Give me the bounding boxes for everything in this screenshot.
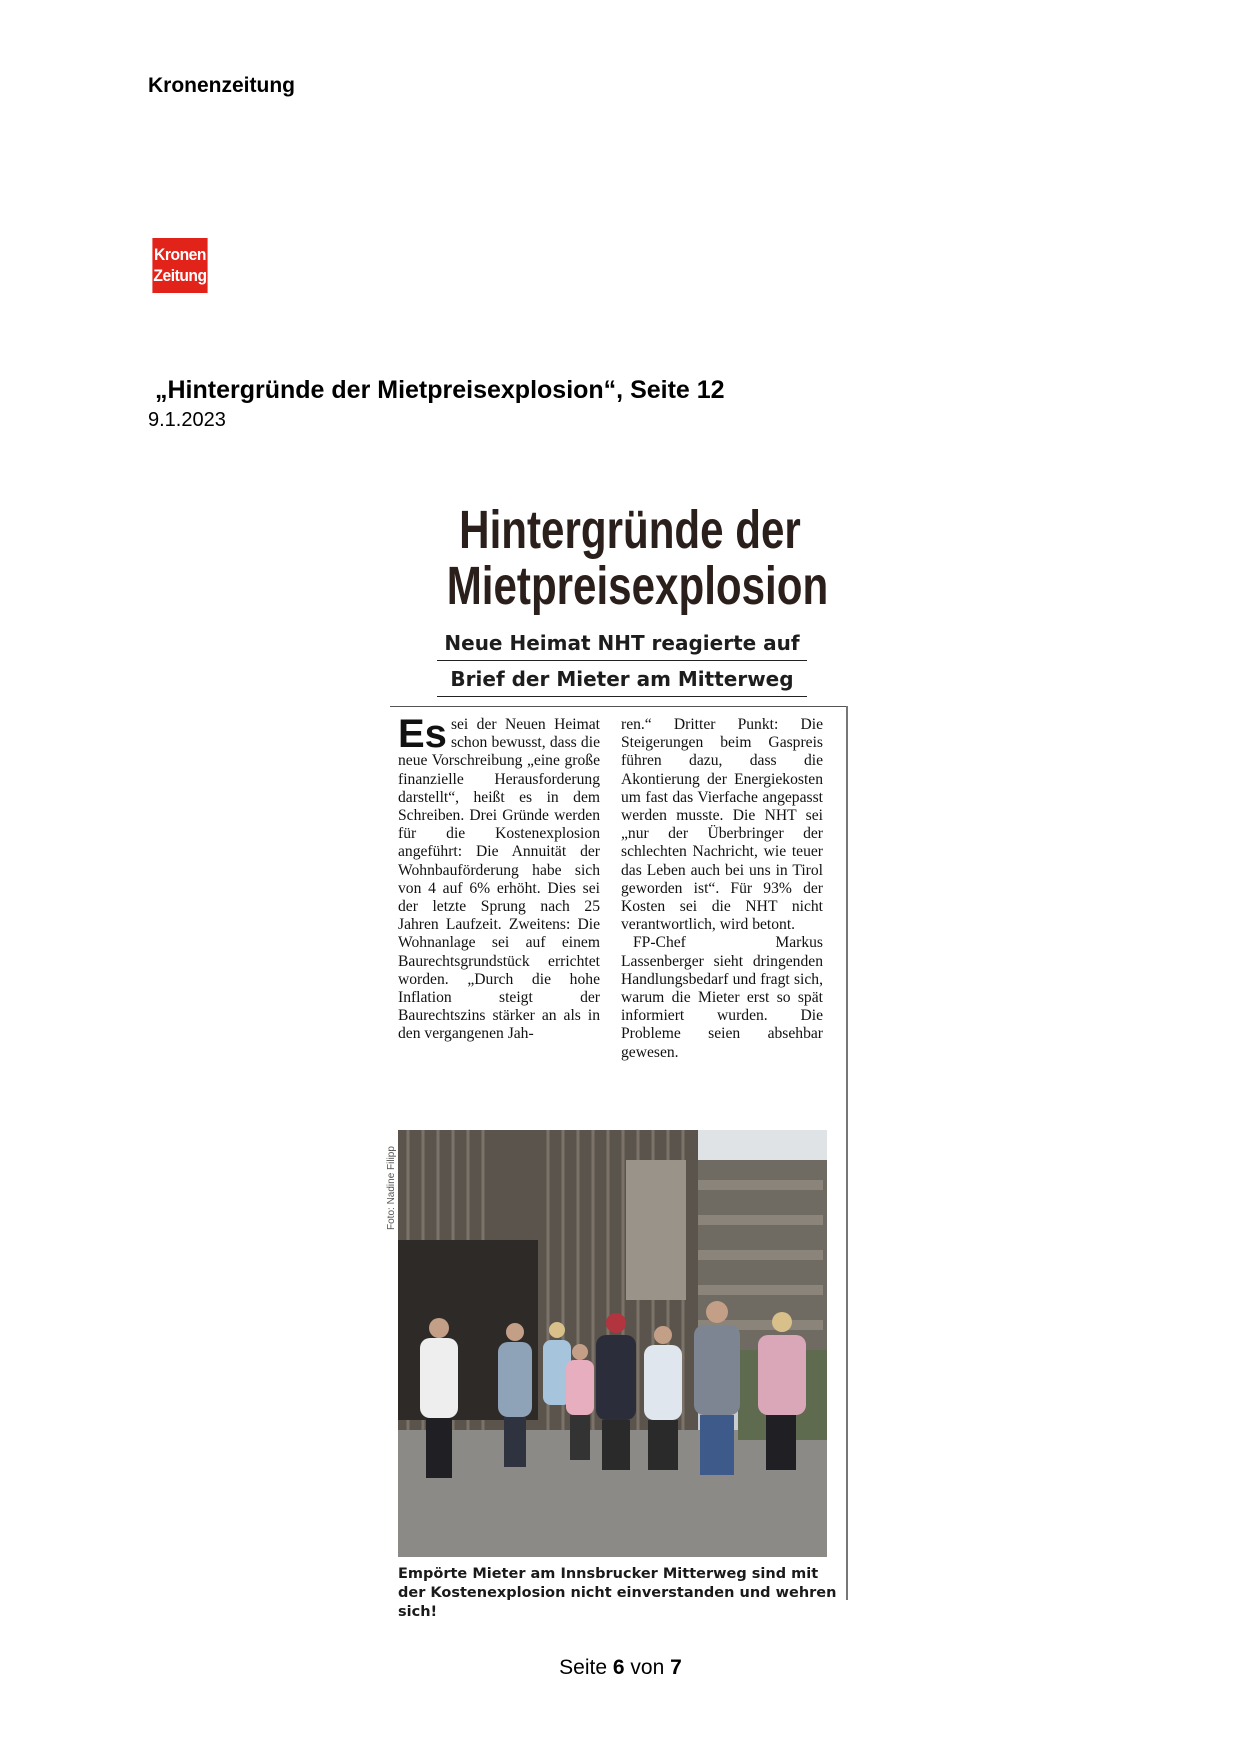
right-column-paragraph-2: FP-Chef Markus Lassenberger sieht dringenden Handlungsbedarf und fragt sich, warum die Mieter erst so spät informiert wurden. Die Probleme seien absehbar gewesen. (621, 934, 823, 1061)
headline-line-2: Mietpreisexplosion (446, 556, 829, 616)
article-column-right (621, 716, 823, 1062)
photo-caption: Empörte Mieter am Innsbrucker Mitterweg sind mit der Kostenexplosion nicht einverstanden und wehren sich! (398, 1566, 837, 1620)
clipping-headline (446, 500, 829, 616)
article-date: 9.1.2023 (148, 409, 226, 431)
photo-credit: Foto: Nadine Filipp (386, 1146, 397, 1230)
headline-line-1: Hintergründe der (459, 500, 801, 560)
footer-total-pages: 7 (670, 1656, 682, 1679)
kronen-zeitung-logo (152, 238, 207, 293)
footer-separator: von (630, 1656, 665, 1679)
article-reference: „Hintergründe der Mietpreisexplosion“, Seite 12 (155, 376, 725, 404)
logo-text-line-2: Zeitung (153, 266, 207, 285)
column-right-rule (846, 706, 848, 1600)
article-column-left (398, 712, 600, 1044)
subheadline-line-2: Brief der Mieter am Mitterweg (437, 667, 807, 697)
page-footer (0, 1656, 1241, 1680)
article-photo (398, 1130, 827, 1557)
source-name: Kronenzeitung (148, 74, 295, 97)
right-column-paragraph-1: ren.“ Dritter Punkt: Die Steigerungen beim Gaspreis führen dazu, dass die Akontierung der Energiekosten um fast das Vierfache angepasst werden musste. Die NHT sei „nur der Überbringer der schlechten Nachricht, wie teuer das Leben auch bei uns in Tirol geworden ist“. Für 93% der Kosten sei die NHT nicht verantwortlich, wird betont. (621, 716, 823, 934)
footer-prefix: Seite (559, 1656, 608, 1679)
column-top-rule (390, 706, 846, 707)
dropcap: Es (398, 712, 447, 756)
subheadline-line-1: Neue Heimat NHT reagierte auf (437, 631, 807, 661)
left-column-text: sei der Neuen Heimat schon bewusst, dass die neue Vorschreibung „eine große finanzielle Herausforderung darstellt“, heißt es in dem Schreiben. Drei Gründe werden für die Kostenexplosion angeführt: Die Annuität der Wohnbauförderung habe sich von 4 auf 6% erhöht. Dies sei der letzte Sprung nach 25 Jahren Laufzeit. Zweitens: Die Wohnanlage sei auf einem Baurechtsgrundstück errichtet worden. „Durch die hohe Inflation steigt der Baurechtszins stärker an als in den vergangenen Jah- (398, 716, 600, 1043)
logo-text-line-1: Kronen (154, 245, 206, 264)
footer-current-page: 6 (612, 1656, 625, 1679)
